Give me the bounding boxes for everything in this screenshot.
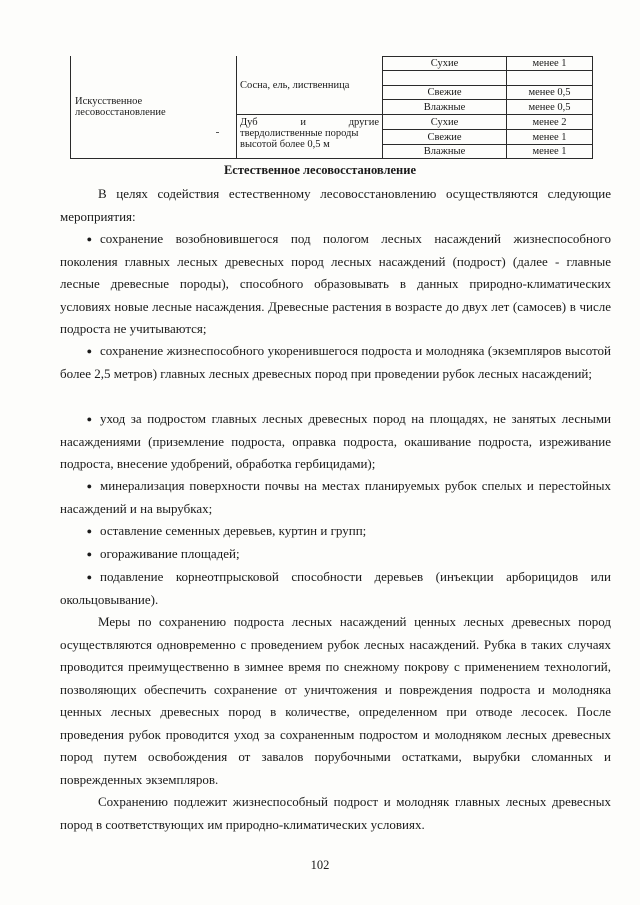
bullet-icon: ●: [86, 234, 92, 244]
condition-cell: [383, 100, 506, 114]
condition-cell: [383, 71, 506, 85]
condition-cell: [383, 57, 506, 70]
body-paragraph: [60, 611, 611, 791]
value-label: менее 1: [532, 146, 567, 157]
scan-speck: [216, 132, 219, 133]
paragraph-text: Сохранению подлежит жизнеспособный подрост и молодняк главных лесных древесных пород в соответствующих им природно-климатических условиях.: [60, 794, 611, 832]
condition-cell: [383, 130, 506, 144]
condition-label: Свежие: [427, 131, 462, 143]
list-item: [60, 340, 611, 385]
bullet-icon: ●: [86, 346, 92, 356]
list-item-text: оставление семенных деревьев, куртин и групп;: [100, 523, 367, 538]
paragraph-text: Меры по сохранению подроста лесных насаждений ценных лесных древесных пород осуществляются одновременно с проведением рубок лесных насаждений. Рубка в таких случаях проводится преимущественно в зимнее время по снежному покрову с применением технологий, позволяющих обеспечить сохранение от уничтожения и повреждения подроста и молодняка ценных лесных древесных пород в количестве, определенном при отводе лесосек. После проведения рубок проводится уход за сохраненным подростом и молодняком лесных древесных пород путем освобождения от завалов порубочными остатками, вырубки сломанных и поврежденных экземпляров.: [60, 614, 611, 787]
reforestation-table: [70, 56, 593, 159]
method-cell: [71, 56, 236, 158]
list-item-text: сохранение жизнеспособного укоренившегося подроста и молодняка (экземпляров высотой более 2,5 метров) главных лесных древесных пород при проведении рубок лесных насаждений;: [60, 343, 611, 381]
page-number: 102: [310, 858, 330, 872]
condition-cell: [383, 115, 506, 129]
intro-paragraph: [60, 183, 611, 228]
bullet-icon: ●: [86, 481, 92, 491]
value-label: менее 1: [532, 58, 567, 69]
list-item: [60, 408, 611, 476]
value-label: менее 0,5: [528, 87, 571, 98]
condition-label: Сухие: [430, 58, 459, 69]
value-cell: [507, 57, 592, 70]
condition-label: Влажные: [423, 101, 466, 113]
condition-label: Свежие: [427, 87, 462, 98]
species-label: Сосна, ель, лиственница: [240, 79, 350, 91]
section-heading: Естественное лесовосстановление: [223, 163, 417, 177]
list-item-text: подавление корнеотпрысковой способности деревьев (инъекции арборицидов или окольцовывание).: [60, 569, 611, 607]
condition-cell: [383, 145, 506, 158]
list-item-text: огораживание площадей;: [100, 546, 240, 561]
list-item: [60, 543, 611, 566]
condition-cell: [383, 86, 506, 99]
condition-label: Влажные: [423, 146, 466, 157]
list-item-text: минерализация поверхности почвы на местах планируемых рубок спелых и перестойных насаждений и на вырубках;: [60, 478, 611, 516]
bullet-icon: ●: [86, 549, 92, 559]
value-cell: [507, 100, 592, 114]
value-cell: [507, 145, 592, 158]
list-item: [60, 228, 611, 341]
value-cell: [507, 71, 592, 85]
value-label: менее 0,5: [528, 101, 571, 113]
species-cell: [237, 56, 382, 114]
list-item: [60, 475, 611, 520]
species-label-rest: твердолиственные породы высотой более 0,5 м: [240, 128, 359, 150]
value-label: менее 1: [532, 131, 567, 143]
value-cell: [507, 115, 592, 129]
method-label: Искусственное лесовосстановление: [75, 96, 166, 118]
intro-text: В целях содействия естественному лесовосстановлению осуществляются следующие мероприятия:: [60, 186, 611, 224]
condition-label: Сухие: [430, 116, 459, 128]
body-paragraph: [60, 791, 611, 836]
bullet-icon: ●: [86, 526, 92, 536]
list-item: [60, 520, 611, 543]
value-cell: [507, 86, 592, 99]
species-cell: [237, 115, 382, 158]
species-label-line1: Дуб и другие: [240, 117, 379, 128]
list-item-text: уход за подростом главных лесных древесных пород на площадях, не занятых лесными насаждениями (приземление подроста, оправка подроста, окашивание подроста, изреживание подроста, внесение удобрений, обработка гербицидами);: [60, 411, 611, 471]
list-item: [60, 566, 611, 611]
value-label: менее 2: [532, 116, 567, 128]
value-cell: [507, 130, 592, 144]
bullet-icon: ●: [86, 414, 92, 424]
list-item-text: сохранение возобновившегося под пологом лесных насаждений жизнеспособного поколения главных лесных древесных пород лесных насаждений (подрост) (далее - главные лесные древесные породы), способного образовывать в данных природно-климатических условиях новые лесные насаждения. Древесные растения в возрасте до двух лет (самосев) в числе подроста не учитываются;: [60, 231, 611, 336]
bullet-icon: ●: [86, 572, 92, 582]
